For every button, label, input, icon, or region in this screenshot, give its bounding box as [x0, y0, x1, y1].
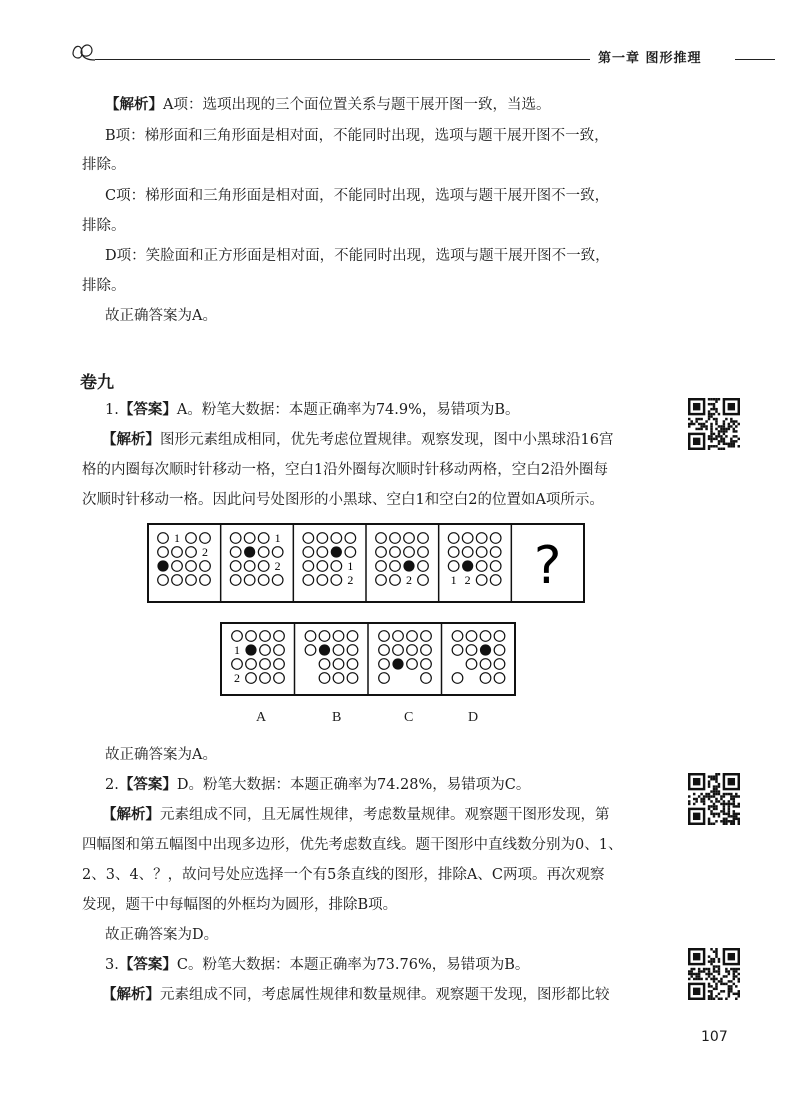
- line-text: 故正确答案为A。: [105, 747, 217, 763]
- grid-circle: [494, 645, 505, 656]
- line-text: 图形元素组成相同，优先考虑位置规律。观察发现，图中小黑球沿16宫: [160, 432, 614, 448]
- grid-circle: [172, 561, 183, 572]
- grid-circle: [390, 575, 401, 586]
- grid-circle: [274, 645, 285, 656]
- text-line: [82, 835, 622, 855]
- grid-circle: [200, 533, 211, 544]
- text-line: [105, 745, 217, 765]
- grid-circle: [418, 533, 429, 544]
- question-figure-row: [147, 523, 585, 603]
- blank-marker: 1: [347, 559, 354, 573]
- grid-circle: [452, 645, 463, 656]
- page-number: 107: [701, 1029, 728, 1045]
- grid-circle: [230, 547, 241, 558]
- line-text: 故正确答案为D。: [105, 927, 219, 943]
- grid-circle: [260, 673, 271, 684]
- grid-circle: [390, 533, 401, 544]
- text-line: [82, 490, 604, 510]
- grid-circle: [466, 659, 477, 670]
- grid-circle: [186, 575, 197, 586]
- grid-circle: [303, 575, 314, 586]
- grid-circle: [333, 659, 344, 670]
- grid-circle: [418, 561, 429, 572]
- line-text: 格的内圈每次顺时针移动一格，空白1沿外圈每次顺时针移动两格，空白2沿外圈每: [82, 462, 608, 478]
- grid-circle: [476, 575, 487, 586]
- grid-circle: [303, 547, 314, 558]
- text-line: [82, 155, 126, 175]
- grid-circle: [347, 673, 358, 684]
- tag-label: 【答案】: [118, 956, 177, 973]
- blank-marker: 2: [406, 573, 412, 587]
- line-text: A项：选项出现的三个面位置关系与题干展开图一致，当选。: [163, 97, 551, 113]
- tag-label: 【解析】: [102, 986, 160, 1003]
- grid-circle: [303, 533, 314, 544]
- grid-circle: [393, 631, 404, 642]
- grid-circle: [421, 659, 432, 670]
- grid-circle: [494, 631, 505, 642]
- grid-circle: [490, 547, 501, 558]
- grid-circle: [319, 631, 330, 642]
- header-rule-right: [735, 59, 775, 60]
- grid-circle: [246, 659, 257, 670]
- grid-circle: [317, 575, 328, 586]
- grid-circle: [230, 533, 241, 544]
- leaf-ornament-icon: [70, 40, 96, 64]
- tag-label: 【解析】: [105, 96, 163, 113]
- grid-circle: [260, 631, 271, 642]
- line-text: 次顺时针移动一格。因此问号处图形的小黑球、空白1和空白2的位置如A项所示。: [82, 492, 604, 508]
- text-line: [102, 985, 610, 1005]
- grid-circle: [333, 645, 344, 656]
- grid-circle: [480, 673, 491, 684]
- grid-circle: [476, 561, 487, 572]
- line-text: 排除。: [82, 278, 126, 294]
- grid-circle: [421, 673, 432, 684]
- line-text: 元素组成不同，考虑属性规律和数量规律。观察题干发现，图形都比较: [160, 987, 610, 1003]
- header-rule: [95, 59, 590, 60]
- grid-circle: [345, 547, 356, 558]
- text-line: [105, 955, 529, 975]
- grid-circle: [418, 575, 429, 586]
- grid-circle: [480, 659, 491, 670]
- text-line: [82, 865, 604, 885]
- grid-circle: [331, 575, 342, 586]
- text-line: [105, 775, 530, 795]
- question-number: 3.: [105, 957, 119, 973]
- grid-circle: [260, 645, 271, 656]
- grid-circle: [244, 561, 255, 572]
- grid-circle: [158, 575, 169, 586]
- blank-marker: 1: [234, 643, 240, 657]
- line-text: D项：笑脸面和正方形面是相对面，不能同时出现，选项与题干展开图不一致，: [105, 248, 610, 264]
- text-line: [82, 460, 608, 480]
- grid-circle: [404, 533, 415, 544]
- line-text: B项：梯形面和三角形面是相对面，不能同时出现，选项与题干展开图不一致，: [105, 128, 609, 144]
- tag-label: 【答案】: [118, 776, 177, 793]
- grid-circle: [345, 533, 356, 544]
- grid-circle: [390, 547, 401, 558]
- blank-marker: 1: [450, 573, 457, 587]
- grid-circle: [333, 631, 344, 642]
- grid-circle: [272, 575, 283, 586]
- text-line: [105, 186, 609, 206]
- black-ball: [392, 658, 403, 669]
- option-label-a: A: [256, 710, 267, 725]
- grid-circle: [462, 547, 473, 558]
- grid-circle: [347, 659, 358, 670]
- grid-circle: [246, 631, 257, 642]
- blank-marker: 2: [464, 573, 471, 587]
- option-label-b: B: [332, 710, 342, 725]
- grid-circle: [448, 561, 459, 572]
- option-label-c: C: [404, 710, 414, 725]
- text-line: [105, 126, 609, 146]
- grid-circle: [448, 547, 459, 558]
- black-ball: [245, 644, 256, 655]
- grid-circle: [466, 631, 477, 642]
- grid-circle: [404, 547, 415, 558]
- grid-circle: [172, 547, 183, 558]
- qr-code-icon: [688, 773, 740, 825]
- line-text: C项：梯形面和三角形面是相对面，不能同时出现，选项与题干展开图不一致，: [105, 188, 610, 204]
- grid-circle: [186, 547, 197, 558]
- grid-circle: [379, 631, 390, 642]
- grid-circle: [466, 645, 477, 656]
- text-line: [82, 216, 126, 236]
- blank-marker: 2: [274, 559, 281, 573]
- grid-circle: [379, 673, 390, 684]
- grid-circle: [274, 631, 285, 642]
- grid-circle: [407, 631, 418, 642]
- grid-circle: [418, 547, 429, 558]
- grid-circle: [258, 547, 269, 558]
- grid-circle: [317, 547, 328, 558]
- grid-circle: [376, 533, 387, 544]
- text-line: [105, 246, 610, 266]
- grid-circle: [230, 561, 241, 572]
- blank-marker: 2: [234, 671, 240, 685]
- grid-circle: [476, 533, 487, 544]
- qr-code-icon: [688, 948, 740, 1000]
- grid-circle: [260, 659, 271, 670]
- black-ball: [331, 546, 342, 557]
- line-text: D。粉笔大数据：本题正确率为74.28%，易错项为C。: [176, 777, 531, 793]
- black-ball: [480, 644, 491, 655]
- options-figure-row: [220, 622, 516, 696]
- line-text: 排除。: [82, 218, 126, 234]
- grid-circle: [274, 659, 285, 670]
- tag-label: 【解析】: [102, 806, 160, 823]
- grid-circle: [303, 561, 314, 572]
- grid-circle: [347, 631, 358, 642]
- grid-circle: [186, 561, 197, 572]
- grid-circle: [232, 631, 243, 642]
- grid-circle: [319, 659, 330, 670]
- text-line: [105, 95, 550, 115]
- grid-circle: [305, 631, 316, 642]
- grid-circle: [393, 645, 404, 656]
- question-number: 1.: [105, 402, 119, 418]
- grid-circle: [476, 547, 487, 558]
- section-title: 卷九: [80, 373, 114, 393]
- grid-circle: [421, 645, 432, 656]
- grid-circle: [480, 631, 491, 642]
- line-text: 2、3、4、？，故问号处应选择一个有5条直线的图形，排除A、C两项。再次观察: [82, 867, 605, 883]
- black-ball: [319, 644, 330, 655]
- grid-circle: [317, 561, 328, 572]
- grid-circle: [272, 547, 283, 558]
- line-text: 元素组成不同，且无属性规律，考虑数量规律。观察题干图形发现，第: [160, 807, 610, 823]
- grid-circle: [490, 533, 501, 544]
- grid-circle: [158, 533, 169, 544]
- blank-marker: 2: [347, 573, 354, 587]
- grid-circle: [274, 673, 285, 684]
- line-text: 故正确答案为A。: [105, 308, 217, 324]
- grid-circle: [331, 561, 342, 572]
- text-line: [82, 276, 126, 296]
- grid-circle: [244, 575, 255, 586]
- line-text: A。粉笔大数据：本题正确率为74.9%，易错项为B。: [176, 402, 520, 418]
- grid-circle: [244, 533, 255, 544]
- grid-circle: [407, 659, 418, 670]
- black-ball: [462, 560, 473, 571]
- grid-circle: [258, 533, 269, 544]
- text-line: [105, 400, 520, 420]
- grid-circle: [452, 631, 463, 642]
- grid-circle: [331, 533, 342, 544]
- blank-marker: 1: [174, 531, 180, 545]
- grid-circle: [319, 673, 330, 684]
- grid-circle: [494, 659, 505, 670]
- line-text: 发现，题干中每幅图的外框均为圆形，排除B项。: [82, 897, 398, 913]
- grid-circle: [490, 561, 501, 572]
- black-ball: [403, 560, 414, 571]
- line-text: C。粉笔大数据：本题正确率为73.76%，易错项为B。: [176, 957, 530, 973]
- blank-marker: 1: [274, 531, 281, 545]
- grid-circle: [376, 561, 387, 572]
- grid-circle: [317, 533, 328, 544]
- grid-circle: [347, 645, 358, 656]
- grid-circle: [258, 561, 269, 572]
- grid-circle: [490, 575, 501, 586]
- grid-circle: [421, 631, 432, 642]
- grid-circle: [390, 561, 401, 572]
- line-text: 四幅图和第五幅图中出现多边形，优先考虑数直线。题干图形中直线数分别为0、1、: [82, 837, 623, 853]
- tag-label: 【解析】: [102, 431, 160, 448]
- black-ball: [157, 560, 168, 571]
- blank-marker: 2: [202, 545, 208, 559]
- grid-circle: [333, 673, 344, 684]
- grid-circle: [158, 547, 169, 558]
- text-line: [105, 306, 217, 326]
- grid-circle: [407, 645, 418, 656]
- grid-circle: [462, 533, 473, 544]
- grid-circle: [230, 575, 241, 586]
- grid-circle: [494, 673, 505, 684]
- option-label-d: D: [468, 710, 479, 725]
- tag-label: 【答案】: [118, 401, 177, 418]
- grid-circle: [200, 561, 211, 572]
- question-number: 2.: [105, 777, 119, 793]
- grid-circle: [172, 575, 183, 586]
- line-text: 排除。: [82, 157, 126, 173]
- grid-circle: [305, 645, 316, 656]
- grid-circle: [376, 575, 387, 586]
- grid-circle: [246, 673, 257, 684]
- chapter-header: 第一章 图形推理: [598, 51, 702, 66]
- question-mark: ?: [533, 536, 562, 596]
- grid-circle: [379, 645, 390, 656]
- text-line: [102, 805, 610, 825]
- grid-circle: [200, 575, 211, 586]
- qr-code-icon: [688, 398, 740, 450]
- grid-circle: [448, 533, 459, 544]
- text-line: [102, 430, 613, 450]
- grid-circle: [258, 575, 269, 586]
- text-line: [82, 895, 397, 915]
- grid-circle: [452, 673, 463, 684]
- text-line: [105, 925, 218, 945]
- grid-circle: [376, 547, 387, 558]
- grid-circle: [232, 659, 243, 670]
- black-ball: [244, 546, 255, 557]
- grid-circle: [186, 533, 197, 544]
- grid-circle: [379, 659, 390, 670]
